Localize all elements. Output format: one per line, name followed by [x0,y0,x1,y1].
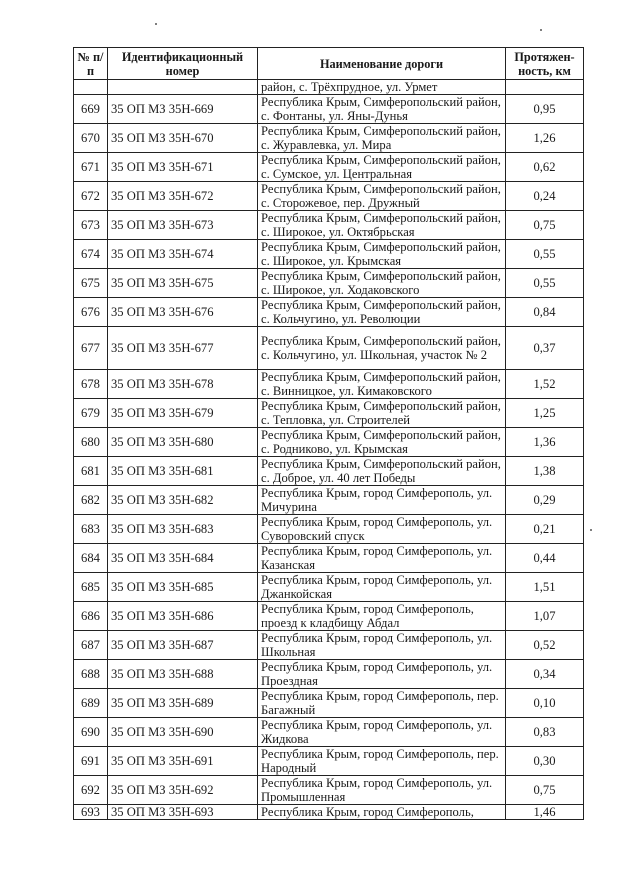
row-num: 679 [74,399,108,428]
scan-speck [590,529,592,531]
row-code: 35 ОП МЗ 35Н-683 [108,515,258,544]
row-name: Республика Крым, город Симферополь, ул. Проездная [258,660,506,689]
row-code: 35 ОП МЗ 35Н-673 [108,211,258,240]
row-length: 0,21 [506,515,584,544]
table-row [74,660,584,689]
row-name: Республика Крым, Симферопольский район, с. Кольчугино, ул. Революции [258,298,506,327]
table-row [74,486,584,515]
row-name: Республика Крым, Симферопольский район, с. Родниково, ул. Крымская [258,428,506,457]
row-name: Республика Крым, Симферопольский район, с. Фонтаны, ул. Яны-Дунья [258,95,506,124]
row-length: 1,26 [506,124,584,153]
row-code: 35 ОП МЗ 35Н-687 [108,631,258,660]
row-code: 35 ОП МЗ 35Н-690 [108,718,258,747]
row-length: 0,62 [506,153,584,182]
row-num: 677 [74,327,108,370]
scan-speck [540,29,542,31]
row-num: 669 [74,95,108,124]
row-name: Республика Крым, город Симферополь, ул. Промышленная [258,776,506,805]
table-row [74,544,584,573]
roads-table [73,47,584,820]
table-row [74,805,584,820]
row-code: 35 ОП МЗ 35Н-679 [108,399,258,428]
row-num: 689 [74,689,108,718]
row-name: Республика Крым, Симферопольский район, с. Журавлевка, ул. Мира [258,124,506,153]
row-code: 35 ОП МЗ 35Н-677 [108,327,258,370]
row-num: 680 [74,428,108,457]
table-row [74,153,584,182]
row-code: 35 ОП МЗ 35Н-676 [108,298,258,327]
row-code: 35 ОП МЗ 35Н-681 [108,457,258,486]
table-row [74,776,584,805]
row-code: 35 ОП МЗ 35Н-684 [108,544,258,573]
row-name: Республика Крым, Симферопольский район, с. Кольчугино, ул. Школьная, участок № 2 [258,327,506,370]
table-row [74,124,584,153]
table-row [74,211,584,240]
row-name: Республика Крым, Симферопольский район, с. Широкое, ул. Ходаковского [258,269,506,298]
continuation-row [74,80,584,95]
row-code: 35 ОП МЗ 35Н-675 [108,269,258,298]
row-name: Республика Крым, город Симферополь, ул. Школьная [258,631,506,660]
row-code: 35 ОП МЗ 35Н-680 [108,428,258,457]
table-row [74,689,584,718]
table-row [74,457,584,486]
row-code: 35 ОП МЗ 35Н-672 [108,182,258,211]
header-name: Наименование дороги [258,48,506,80]
row-length: 0,30 [506,747,584,776]
row-length: 0,55 [506,269,584,298]
row-num: 684 [74,544,108,573]
row-name: Республика Крым, город Симферополь, пер. Народный [258,747,506,776]
row-code: 35 ОП МЗ 35Н-686 [108,602,258,631]
row-num: 681 [74,457,108,486]
row-length: 0,52 [506,631,584,660]
row-code: 35 ОП МЗ 35Н-682 [108,486,258,515]
row-name: Республика Крым, Симферопольский район, с. Сумское, ул. Центральная [258,153,506,182]
row-length: 1,46 [506,805,584,820]
row-length: 0,84 [506,298,584,327]
row-length: 1,38 [506,457,584,486]
row-name: Республика Крым, город Симферополь, проезд к кладбищу Абдал [258,602,506,631]
row-num: 670 [74,124,108,153]
header-length: Протяжен-ность, км [506,48,584,80]
row-length: 0,37 [506,327,584,370]
row-num: 673 [74,211,108,240]
table-row [74,269,584,298]
row-name: Республика Крым, Симферопольский район, с. Винницкое, ул. Кимаковского [258,370,506,399]
row-num: 685 [74,573,108,602]
row-length: 0,55 [506,240,584,269]
row-num: 686 [74,602,108,631]
table-row [74,370,584,399]
row-code: 35 ОП МЗ 35Н-671 [108,153,258,182]
row-num: 683 [74,515,108,544]
row-length: 0,95 [506,95,584,124]
row-num: 678 [74,370,108,399]
row-length: 1,52 [506,370,584,399]
row-length: 0,10 [506,689,584,718]
table-row [74,327,584,370]
row-name: Республика Крым, Симферопольский район, с. Тепловка, ул. Строителей [258,399,506,428]
row-code: 35 ОП МЗ 35Н-670 [108,124,258,153]
row-name: Республика Крым, город Симферополь, ул. Жидкова [258,718,506,747]
row-code: 35 ОП МЗ 35Н-669 [108,95,258,124]
table-row [74,631,584,660]
table-row [74,428,584,457]
row-code: 35 ОП МЗ 35Н-691 [108,747,258,776]
row-num: 671 [74,153,108,182]
header-code: Идентификационный номер [108,48,258,80]
table-row [74,399,584,428]
row-length: 1,51 [506,573,584,602]
row-length: 0,83 [506,718,584,747]
table-row [74,718,584,747]
table-row [74,298,584,327]
table-row [74,573,584,602]
row-length: 1,36 [506,428,584,457]
row-code: 35 ОП МЗ 35Н-678 [108,370,258,399]
row-num: 672 [74,182,108,211]
row-num: 693 [74,805,108,820]
row-code: 35 ОП МЗ 35Н-692 [108,776,258,805]
row-num: 691 [74,747,108,776]
row-code: 35 ОП МЗ 35Н-693 [108,805,258,820]
row-num: 682 [74,486,108,515]
row-num: 676 [74,298,108,327]
row-length: 0,75 [506,776,584,805]
row-length: 1,25 [506,399,584,428]
row-name: Республика Крым, город Симферополь, ул. Джанкойская [258,573,506,602]
row-name: Республика Крым, Симферопольский район, с. Сторожевое, пер. Дружный [258,182,506,211]
table-row [74,515,584,544]
table-header-row [74,48,584,80]
row-name: Республика Крым, Симферопольский район, с. Широкое, ул. Октябрьская [258,211,506,240]
row-num: 675 [74,269,108,298]
row-num: 687 [74,631,108,660]
row-length: 0,44 [506,544,584,573]
row-length: 0,75 [506,211,584,240]
scan-speck [155,23,157,25]
row-num: 688 [74,660,108,689]
row-length: 1,07 [506,602,584,631]
row-name: Республика Крым, город Симферополь, пер. Багажный [258,689,506,718]
table-row [74,747,584,776]
row-num: 674 [74,240,108,269]
table-row [74,240,584,269]
row-name: Республика Крым, Симферопольский район, с. Широкое, ул. Крымская [258,240,506,269]
row-length: 0,34 [506,660,584,689]
row-name: Республика Крым, Симферопольский район, с. Доброе, ул. 40 лет Победы [258,457,506,486]
table-row [74,95,584,124]
row-name: Республика Крым, город Симферополь, ул. Мичурина [258,486,506,515]
row-name: Республика Крым, город Симферополь, [258,805,506,820]
row-code: 35 ОП МЗ 35Н-685 [108,573,258,602]
row-code: 35 ОП МЗ 35Н-689 [108,689,258,718]
row-name: Республика Крым, город Симферополь, ул. Суворовский спуск [258,515,506,544]
row-length: 0,24 [506,182,584,211]
table-row [74,182,584,211]
continuation-name: район, с. Трёхпрудное, ул. Урмет [258,80,506,95]
row-length: 0,29 [506,486,584,515]
row-code: 35 ОП МЗ 35Н-688 [108,660,258,689]
row-num: 690 [74,718,108,747]
row-num: 692 [74,776,108,805]
header-num: № п/п [74,48,108,80]
row-name: Республика Крым, город Симферополь, ул. Казанская [258,544,506,573]
table-row [74,602,584,631]
row-code: 35 ОП МЗ 35Н-674 [108,240,258,269]
